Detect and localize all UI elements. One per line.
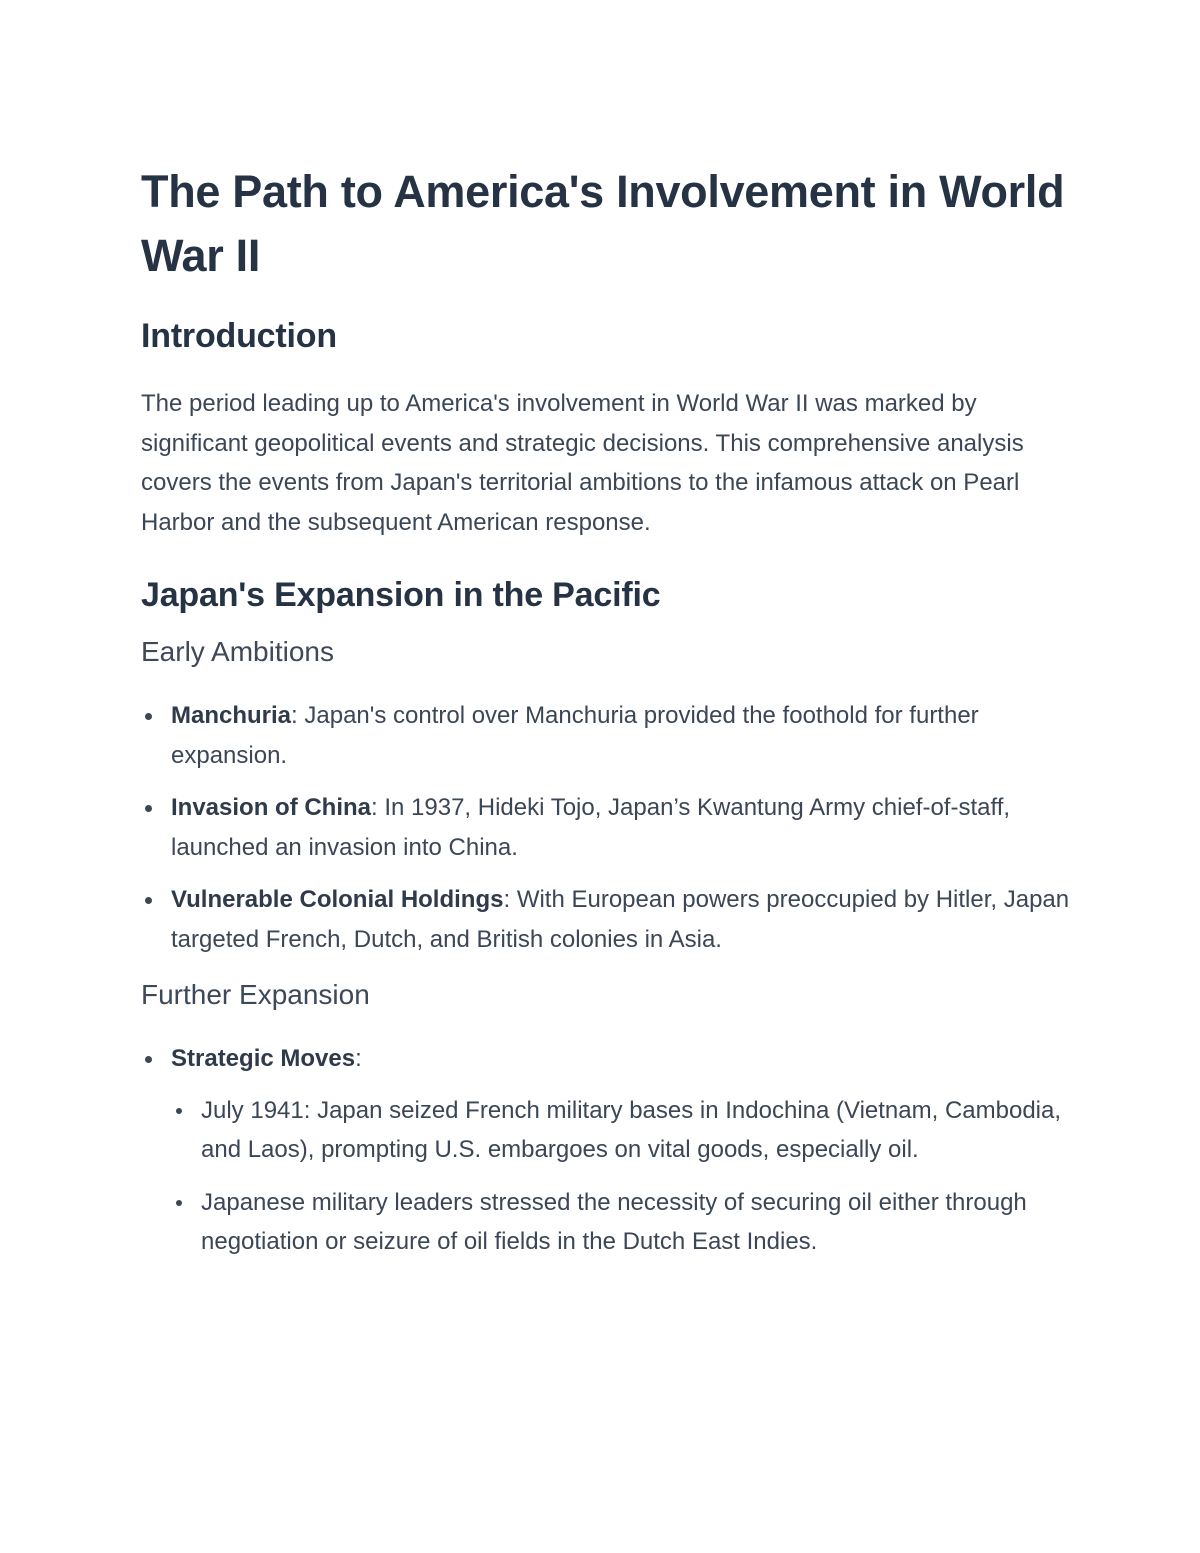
list-item [141,788,1071,867]
list-item-text: : With European powers preoccupied by Hitler, Japan targeted French, Dutch, and British colonies in Asia. [171,886,1070,953]
list-item-text: : In 1937, Hideki Tojo, Japan’s Kwantung Army chief-of-staff, launched an invasion into China. [171,794,1011,861]
subsection-heading-early-ambitions: Early Ambitions [141,636,334,667]
list-item-text: : Japan's control over Manchuria provided the foothold for further expansion. [171,702,979,769]
list-item-text: : [355,1045,362,1072]
section-heading-introduction: Introduction [141,317,337,355]
sublist-item: July 1941: Japan seized French military bases in Indochina (Vietnam, Cambodia, and Laos), prompting U.S. embargoes on vital goods, especially oil. [171,1091,1071,1170]
list-item [141,1039,1071,1262]
section-heading-japan-expansion: Japan's Expansion in the Pacific [141,576,661,614]
early-ambitions-list [141,696,1071,959]
subsection-heading-further-expansion: Further Expansion [141,979,370,1010]
strategic-moves-sublist [171,1091,1071,1262]
document-page [141,160,1071,1275]
list-item [141,696,1071,775]
list-item-label: Vulnerable Colonial Holdings [171,886,504,913]
further-expansion-list [141,1039,1071,1262]
list-item-label: Manchuria [171,702,292,729]
sublist-item: Japanese military leaders stressed the necessity of securing oil either through negotiation or seizure of oil fields in the Dutch East Indies. [171,1183,1071,1262]
list-item-label: Strategic Moves [171,1045,356,1072]
document-title: The Path to America's Involvement in World War II [141,166,1065,281]
introduction-paragraph: The period leading up to America's involvement in World War II was marked by significant geopolitical events and strategic decisions. This comprehensive analysis covers the events from Japan's territorial ambitions to the infamous attack on Pearl Harbor and the subsequent American response. [141,390,1024,536]
list-item [141,880,1071,959]
list-item-label: Invasion of China [171,794,372,821]
